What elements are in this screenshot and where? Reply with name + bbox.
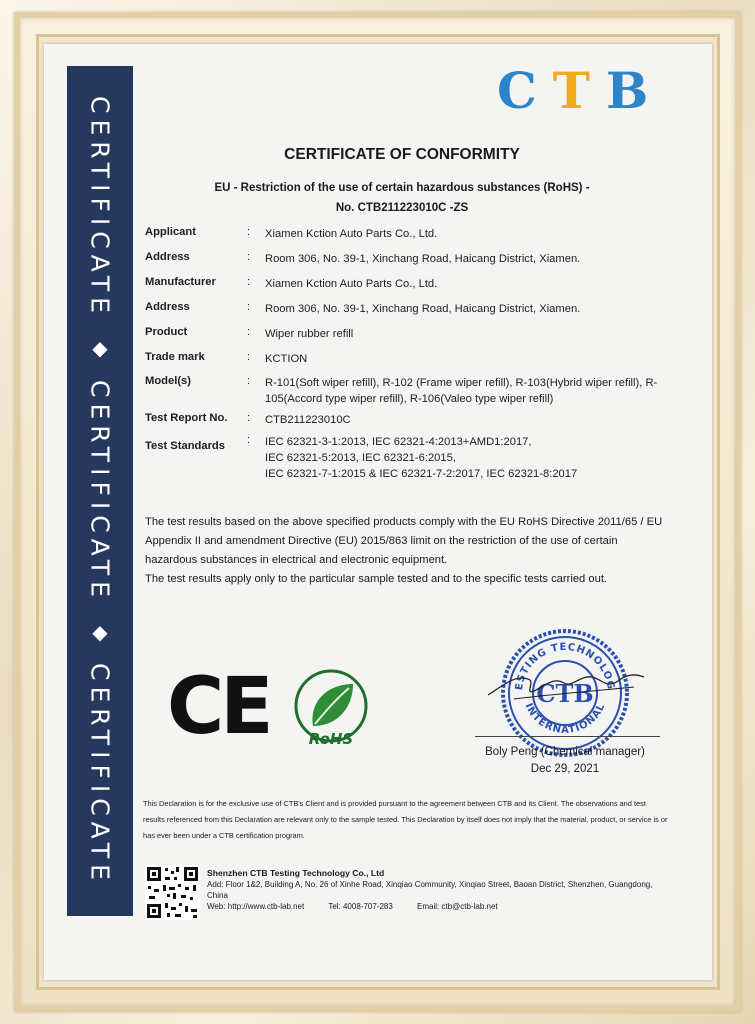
field-row-product	[145, 326, 665, 351]
standards-line-1: IEC 62321-3-1:2013, IEC 62321-4:2013+AMD1:2017,	[265, 436, 532, 448]
field-value: KCTION	[265, 353, 308, 365]
band-word-1: CERTIFICATE	[85, 96, 115, 320]
subtitle-number: No. CTB211223010C -ZS	[335, 202, 469, 214]
field-colon: :	[247, 326, 251, 338]
band-diamond-icon-1: ◆	[92, 338, 108, 361]
field-value: Xiamen Kction Auto Parts Co., Ltd.	[265, 278, 438, 290]
compliance-statement	[145, 513, 665, 589]
field-colon: :	[247, 251, 251, 263]
field-colon: :	[247, 276, 251, 288]
field-value	[265, 434, 665, 482]
field-value: Room 306, No. 39-1, Xinchang Road, Haicang District, Xiamen.	[265, 303, 581, 315]
standards-line-3: IEC 62321-7-1:2015 & IEC 62321-7-2:2017, IEC 62321-8:2017	[265, 468, 578, 480]
subtitle-line-1: EU - Restriction of the use of certain hazardous substances (RoHS) -	[214, 182, 590, 194]
signed-date: Dec 29, 2021	[530, 763, 600, 775]
signature-handwritten	[484, 655, 654, 715]
rohs-label: RoHS	[308, 730, 354, 748]
issuer-company-block	[207, 868, 667, 912]
field-label: Product	[145, 326, 188, 338]
field-label: Test Report No.	[145, 412, 228, 424]
field-row-manufacturer	[145, 276, 665, 301]
logo-letter-c: C	[497, 61, 553, 120]
field-value: R-101(Soft wiper refill), R-102 (Frame wiper refill), R-103(Hybrid wiper refill), R-105(Accord type wiper refill), R-106(Valeo type wiper refill)	[265, 377, 658, 405]
qr-code-icon	[145, 865, 200, 920]
field-label: Manufacturer	[145, 276, 216, 288]
field-row-trade-mark	[145, 351, 665, 375]
stamp-top-text: ESTING TECHNOLOG	[513, 641, 617, 691]
issuer-email: Email: ctb@ctb-lab.net	[417, 902, 498, 911]
field-row-models	[145, 375, 665, 412]
signer-block	[470, 744, 660, 778]
band-diamond-icon-2: ◆	[92, 621, 108, 644]
ce-mark-icon: CE	[167, 662, 270, 752]
declaration-text: This Declaration is for the exclusive use of CTB's Client and is provided pursuant to the agreement between CTB and its Client. The observations and test results referenced from this Declaration are relevant only to the sample tested. This Declaration by itself does not imply that the material, product, or service is or has ever been under a CTB certification program.	[143, 799, 668, 840]
field-value: Room 306, No. 39-1, Xinchang Road, Haicang District, Xiamen.	[265, 253, 581, 265]
issuer-company-name: Shenzhen CTB Testing Technology Co., Ltd	[207, 868, 385, 878]
issuer-web: Web: http://www.ctb-lab.net	[207, 902, 305, 911]
standards-line-2: IEC 62321-5:2013, IEC 62321-6:2015,	[265, 452, 456, 464]
field-value: Xiamen Kction Auto Parts Co., Ltd.	[265, 228, 438, 240]
issuer-contact-row	[207, 901, 667, 912]
field-label: Test Standards	[145, 440, 225, 452]
field-row-test-report	[145, 412, 665, 434]
field-colon: :	[247, 226, 251, 238]
field-colon: :	[247, 412, 251, 424]
field-colon: :	[247, 351, 251, 363]
field-colon: :	[247, 375, 251, 387]
field-colon: :	[247, 434, 251, 446]
rohs-logo-icon	[291, 668, 371, 748]
issuer-address: Add: Floor 1&2, Building A, No. 26 of Xinhe Road, Xinqiao Community, Xinqiao Street, Baoan District, Shenzhen, Guangdong, China	[207, 880, 653, 900]
field-value: CTB211223010C	[265, 414, 351, 426]
field-label: Model(s)	[145, 375, 191, 387]
certificate-side-band	[67, 66, 133, 916]
field-row-manufacturer-address	[145, 301, 665, 326]
field-row-test-standards	[145, 434, 665, 482]
certificate-title: CERTIFICATE OF CONFORMITY	[284, 146, 520, 163]
field-label: Address	[145, 301, 190, 313]
signature-line	[475, 736, 660, 737]
logo-letter-b: B	[606, 61, 665, 120]
field-label: Applicant	[145, 226, 196, 238]
field-label: Trade mark	[145, 351, 205, 363]
ctb-logo	[497, 61, 667, 120]
signer-name: Boly Peng (Chemical manager)	[485, 746, 645, 758]
compliance-paragraph-1: The test results based on the above specified products comply with the EU RoHS Directive 2011/65 / EU Appendix II and amendment Directive (EU) 2015/863 limit on the restriction of the use of certain hazardous substances in electrical and electronic equipment.	[145, 516, 663, 566]
field-row-applicant	[145, 226, 665, 251]
stamp-bottom-text: INTERNATIONAL	[522, 701, 608, 736]
compliance-paragraph-2: The test results apply only to the particular sample tested and to the specific tests carried out.	[145, 573, 608, 585]
stamp-center-text: CTB	[536, 679, 594, 708]
band-word-2: CERTIFICATE	[85, 379, 115, 603]
issuer-tel: Tel: 4008-707-283	[328, 902, 393, 911]
field-label: Address	[145, 251, 190, 263]
field-row-address	[145, 251, 665, 276]
band-word-3: CERTIFICATE	[85, 662, 115, 886]
certificate-subtitle	[140, 178, 664, 218]
certificate-fields	[145, 226, 665, 482]
field-colon: :	[247, 301, 251, 313]
field-value: Wiper rubber refill	[265, 328, 354, 340]
logo-letter-t: T	[552, 61, 607, 120]
